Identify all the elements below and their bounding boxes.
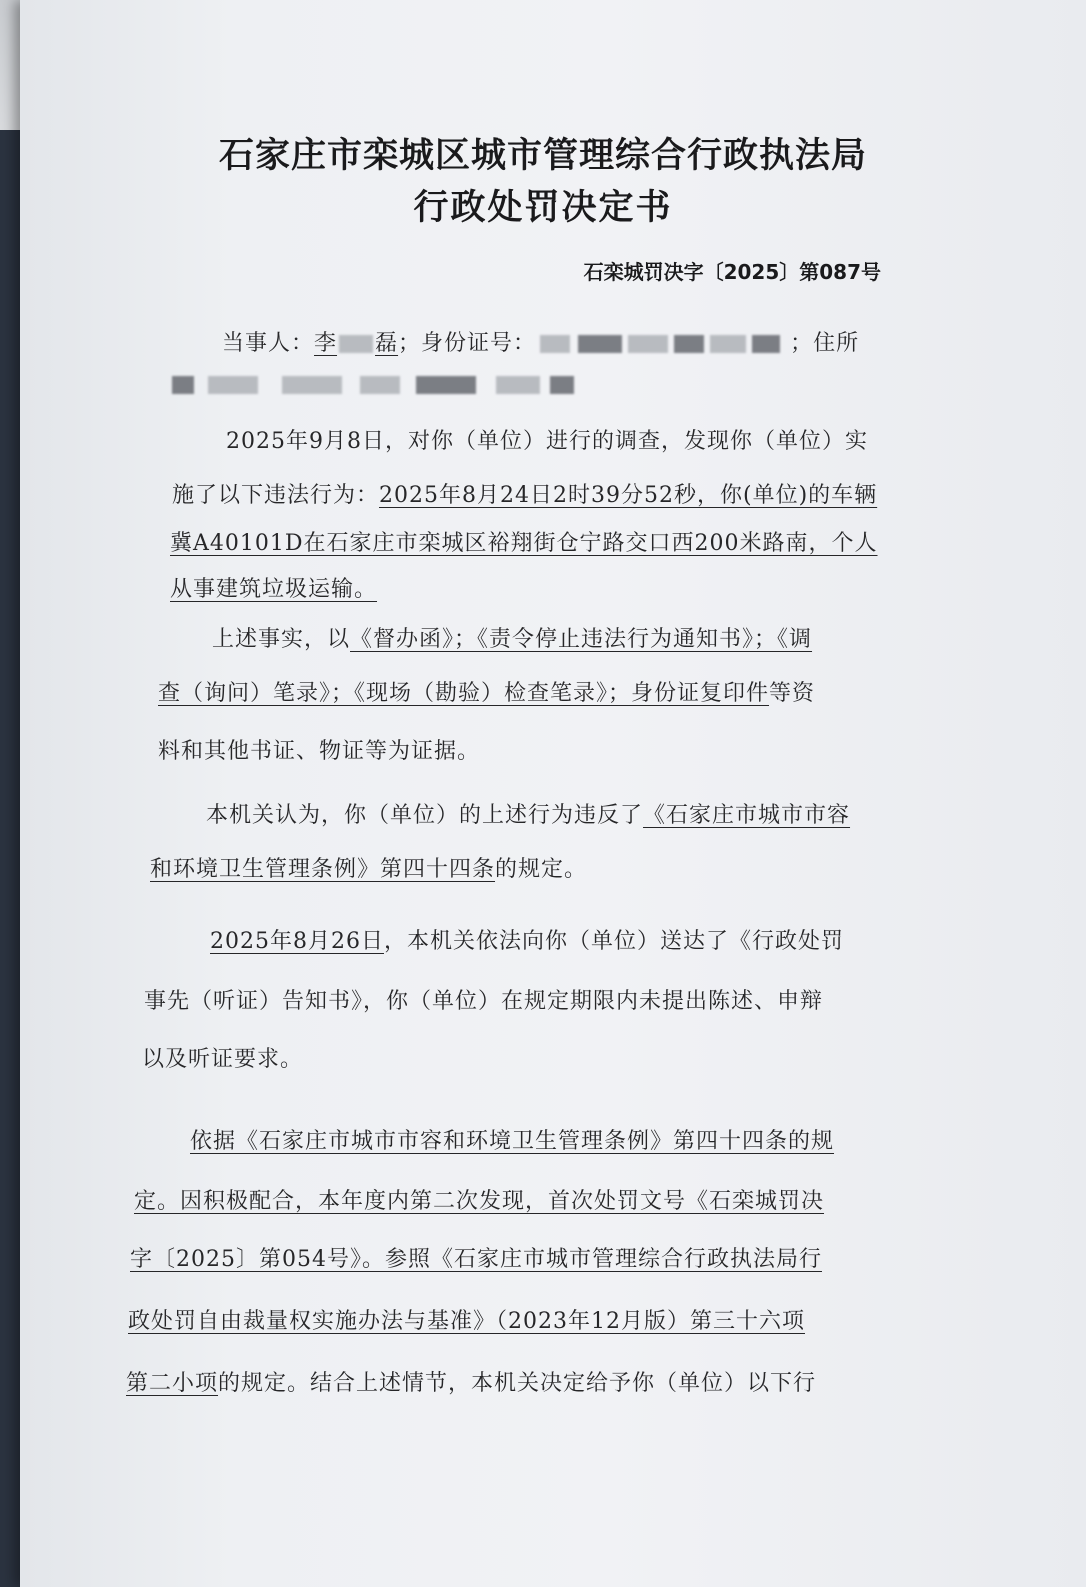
- para5-line2: 定。因积极配合，本年度内第二次发现，首次处罚文号《石栾城罚决: [134, 1189, 825, 1214]
- redacted-id-6: [752, 335, 780, 353]
- redacted-id-2: [578, 335, 622, 353]
- evidence-list-2: 查（询问）笔录》；《现场（勘验）检查笔录》；身份证复印件: [158, 681, 770, 706]
- redacted-address-3: [282, 376, 342, 394]
- redacted-address-1: [172, 376, 194, 394]
- para4-line1: [210, 924, 844, 955]
- evidence-list-1: 《督办函》；《责令停止违法行为通知书》；《调: [350, 627, 813, 652]
- para2-line2-suffix: 等资: [769, 681, 816, 706]
- para1-line2-prefix: 施了以下违法行为：: [172, 483, 380, 508]
- para3-line1: [206, 798, 850, 829]
- para2-line2: [158, 676, 815, 707]
- para3-line2-suffix: 的规定。: [495, 857, 588, 882]
- redacted-id-5: [710, 335, 746, 353]
- para4-line2: 事先（听证）告知书》，你（单位）在规定期限内未提出陈述、申辩: [144, 989, 824, 1014]
- para2-line1-prefix: 上述事实，以: [212, 627, 351, 652]
- redacted-id-4: [674, 335, 704, 353]
- para5-line3: 字〔2025〕第054号》。参照《石家庄市城市管理综合行政执法局行: [130, 1247, 822, 1272]
- redacted-id-3: [628, 335, 668, 353]
- document-title-authority: 石家庄市栾城区城市管理综合行政执法局: [218, 136, 867, 176]
- address-label: ；住所: [790, 331, 860, 356]
- party-name-char2: 磊: [375, 331, 399, 356]
- para3-line2: [150, 852, 587, 883]
- para2-line3: 料和其他书证、物证等为证据。: [158, 739, 481, 764]
- violation-time: 2025年8月24日2时39分52秒，你(单位)的车辆: [379, 483, 878, 508]
- para5-line4: 政处罚自由裁量权实施办法与基准》（2023年12月版）第三十六项: [128, 1309, 805, 1334]
- redacted-address-6: [496, 376, 540, 394]
- party-name-char1: 李: [314, 331, 338, 356]
- notice-date: 2025年8月26日: [210, 929, 384, 954]
- redacted-address-7: [550, 376, 574, 394]
- para3-line1-prefix: 本机关认为，你（单位）的上述行为违反了: [206, 803, 644, 828]
- document-number: 石栾城罚决字〔2025〕第087号: [583, 260, 881, 284]
- party-line: [222, 326, 859, 357]
- para2-line1: [212, 622, 812, 653]
- para1-line1: 2025年9月8日，对你（单位）进行的调查，发现你（单位）实: [226, 429, 868, 454]
- violated-regulation-2: 和环境卫生管理条例》第四十四条: [150, 857, 496, 882]
- redacted-address-line: [172, 372, 574, 400]
- para4-line1-suffix: ，本机关依法向你（单位）送达了《行政处罚: [383, 929, 844, 954]
- para1-line3: 冀A40101D在石家庄市栾城区裕翔街仓宁路交口西200米路南，个人: [170, 531, 878, 556]
- para5-line5: [126, 1366, 816, 1397]
- party-label: 当事人：: [222, 331, 315, 356]
- redacted-address-2: [208, 376, 258, 394]
- redacted-address-4: [360, 376, 400, 394]
- regulation-subitem: 第二小项: [126, 1371, 219, 1396]
- para1-line2: [172, 478, 877, 509]
- violated-regulation-1: 《石家庄市城市市容: [643, 803, 851, 828]
- redacted-address-5: [416, 376, 476, 394]
- para5-line1: 依据《石家庄市城市市容和环境卫生管理条例》第四十四条的规: [190, 1129, 835, 1154]
- document-title-type: 行政处罚决定书: [413, 188, 673, 228]
- para1-line4: 从事建筑垃圾运输。: [170, 577, 378, 602]
- para5-line5-suffix: 的规定。结合上述情节，本机关决定给予你（单位）以下行: [218, 1371, 817, 1396]
- redacted-name: [339, 335, 373, 353]
- redacted-id-1: [540, 335, 570, 353]
- para4-line3: 以及听证要求。: [142, 1047, 304, 1072]
- id-label: ；身份证号：: [398, 331, 537, 356]
